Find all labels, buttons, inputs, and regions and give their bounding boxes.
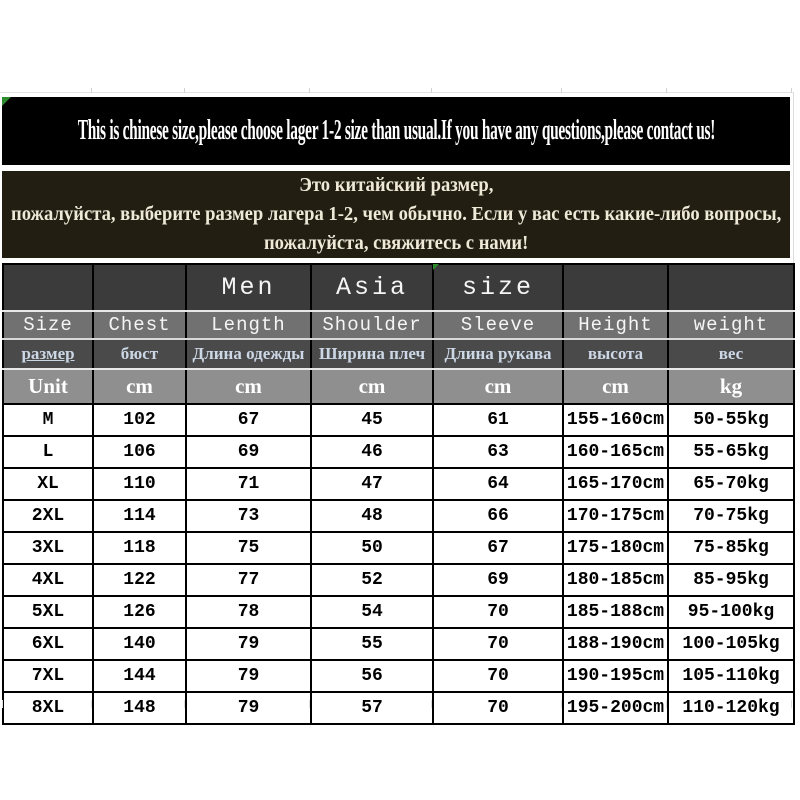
group-header-cell: Asia <box>311 264 433 311</box>
data-cell: 195-200cm <box>563 692 668 724</box>
unit-cell: cm <box>93 369 186 404</box>
data-cell: 55-65kg <box>668 436 794 468</box>
table-row <box>3 692 794 724</box>
column-header-ru: Длина рукава <box>433 339 563 369</box>
column-header-ru: размер <box>3 339 93 369</box>
gridline-tick <box>309 700 310 708</box>
size-label-cell: 8XL <box>3 692 93 724</box>
data-cell: 106 <box>93 436 186 468</box>
column-header-ru: бюст <box>93 339 186 369</box>
data-cell: 188-190cm <box>563 628 668 660</box>
data-cell: 65-70kg <box>668 468 794 500</box>
group-header-cell <box>93 264 186 311</box>
notice-line: Это китайский размер, <box>298 174 494 196</box>
data-cell: 50 <box>311 532 433 564</box>
size-label-cell: 5XL <box>3 596 93 628</box>
spreadsheet-gridline <box>0 92 794 93</box>
gridline-tick <box>184 700 185 708</box>
data-cell: 160-165cm <box>563 436 668 468</box>
data-cell: 75 <box>186 532 311 564</box>
group-header-cell: Men <box>186 264 311 311</box>
gridline-tick <box>2 700 3 708</box>
size-label-cell: 4XL <box>3 564 93 596</box>
data-cell: 180-185cm <box>563 564 668 596</box>
banner-text: This is chinese size,please choose lager 1-2 size than usual.If you have any questions,please contact us! <box>77 115 715 146</box>
column-header-en: weight <box>668 311 794 339</box>
data-cell: 110 <box>93 468 186 500</box>
data-cell: 144 <box>93 660 186 692</box>
gridline-tick <box>561 88 562 93</box>
data-cell: 50-55kg <box>668 404 794 436</box>
size-label-cell: 6XL <box>3 628 93 660</box>
data-cell: 170-175cm <box>563 500 668 532</box>
gridline-tick <box>666 88 667 93</box>
size-label-cell: XL <box>3 468 93 500</box>
column-header-ru: Ширина плеч <box>311 339 433 369</box>
group-header-row <box>3 264 794 311</box>
data-cell: 57 <box>311 692 433 724</box>
data-cell: 48 <box>311 500 433 532</box>
data-cell: 47 <box>311 468 433 500</box>
data-cell: 70 <box>433 596 563 628</box>
size-table-wrapper <box>2 263 795 725</box>
data-cell: 148 <box>93 692 186 724</box>
table-row <box>3 628 794 660</box>
data-cell: 56 <box>311 660 433 692</box>
data-cell: 75-85kg <box>668 532 794 564</box>
data-cell: 46 <box>311 436 433 468</box>
table-row <box>3 596 794 628</box>
gridline-tick <box>309 88 310 93</box>
data-cell: 165-170cm <box>563 468 668 500</box>
column-header-en: Sleeve <box>433 311 563 339</box>
data-cell: 64 <box>433 468 563 500</box>
size-label-cell: 2XL <box>3 500 93 532</box>
data-cell: 45 <box>311 404 433 436</box>
table-row <box>3 436 794 468</box>
data-cell: 185-188cm <box>563 596 668 628</box>
data-cell: 67 <box>433 532 563 564</box>
size-table <box>2 263 795 725</box>
size-label-cell: 3XL <box>3 532 93 564</box>
table-row <box>3 564 794 596</box>
data-cell: 175-180cm <box>563 532 668 564</box>
data-cell: 73 <box>186 500 311 532</box>
gridline-tick <box>791 700 792 708</box>
data-cell: 61 <box>433 404 563 436</box>
data-cell: 85-95kg <box>668 564 794 596</box>
data-cell: 79 <box>186 628 311 660</box>
data-cell: 122 <box>93 564 186 596</box>
data-cell: 155-160cm <box>563 404 668 436</box>
column-header-row-ru <box>3 339 794 369</box>
unit-cell: kg <box>668 369 794 404</box>
unit-row <box>3 369 794 404</box>
column-header-en: Chest <box>93 311 186 339</box>
data-cell: 69 <box>186 436 311 468</box>
data-cell: 71 <box>186 468 311 500</box>
gridline-tick <box>91 88 92 93</box>
spreadsheet-gridline <box>793 93 794 263</box>
data-cell: 95-100kg <box>668 596 794 628</box>
data-cell: 69 <box>433 564 563 596</box>
group-header-cell <box>563 264 668 311</box>
data-cell: 78 <box>186 596 311 628</box>
table-row <box>3 468 794 500</box>
green-corner-marker-icon <box>2 97 11 106</box>
data-cell: 79 <box>186 692 311 724</box>
gridline-tick <box>91 700 92 708</box>
column-header-row-en <box>3 311 794 339</box>
size-label-cell: 7XL <box>3 660 93 692</box>
data-cell: 190-195cm <box>563 660 668 692</box>
english-warning-banner <box>2 97 790 165</box>
gridline-tick <box>431 88 432 93</box>
green-cell-marker-icon <box>433 264 439 270</box>
data-cell: 70 <box>433 660 563 692</box>
column-header-ru: вес <box>668 339 794 369</box>
unit-cell: Unit <box>3 369 93 404</box>
data-cell: 67 <box>186 404 311 436</box>
column-header-ru: высота <box>563 339 668 369</box>
gridline-tick <box>184 88 185 93</box>
unit-cell: cm <box>186 369 311 404</box>
column-header-en: Length <box>186 311 311 339</box>
table-row <box>3 404 794 436</box>
size-label-cell: L <box>3 436 93 468</box>
data-cell: 70-75kg <box>668 500 794 532</box>
data-cell: 70 <box>433 692 563 724</box>
column-header-en: Height <box>563 311 668 339</box>
unit-cell: cm <box>433 369 563 404</box>
group-header-cell: size <box>433 264 563 311</box>
data-cell: 102 <box>93 404 186 436</box>
table-row <box>3 500 794 532</box>
column-header-ru: Длина одежды <box>186 339 311 369</box>
data-cell: 105-110kg <box>668 660 794 692</box>
data-cell: 118 <box>93 532 186 564</box>
data-cell: 63 <box>433 436 563 468</box>
group-header-cell <box>3 264 93 311</box>
data-cell: 126 <box>93 596 186 628</box>
data-cell: 110-120kg <box>668 692 794 724</box>
notice-line: пожалуйста, свяжитесь с нами! <box>263 232 529 254</box>
data-cell: 54 <box>311 596 433 628</box>
size-label-cell: M <box>3 404 93 436</box>
table-row <box>3 660 794 692</box>
size-table-body <box>3 264 794 724</box>
data-cell: 100-105kg <box>668 628 794 660</box>
data-cell: 66 <box>433 500 563 532</box>
data-cell: 77 <box>186 564 311 596</box>
gridline-tick <box>561 700 562 708</box>
data-cell: 114 <box>93 500 186 532</box>
gridline-tick <box>431 700 432 708</box>
column-header-en: Shoulder <box>311 311 433 339</box>
notice-line: пожалуйста, выберите размер лагера 1-2, чем обычно. Если у вас есть какие-либо вопросы, <box>10 203 782 225</box>
data-cell: 79 <box>186 660 311 692</box>
column-header-en: Size <box>3 311 93 339</box>
gridline-tick <box>791 88 792 93</box>
data-cell: 70 <box>433 628 563 660</box>
data-cell: 140 <box>93 628 186 660</box>
table-row <box>3 532 794 564</box>
gridline-tick <box>666 700 667 708</box>
unit-cell: cm <box>563 369 668 404</box>
data-cell: 52 <box>311 564 433 596</box>
group-header-cell <box>668 264 794 311</box>
data-cell: 55 <box>311 628 433 660</box>
russian-notice <box>2 171 790 258</box>
unit-cell: cm <box>311 369 433 404</box>
